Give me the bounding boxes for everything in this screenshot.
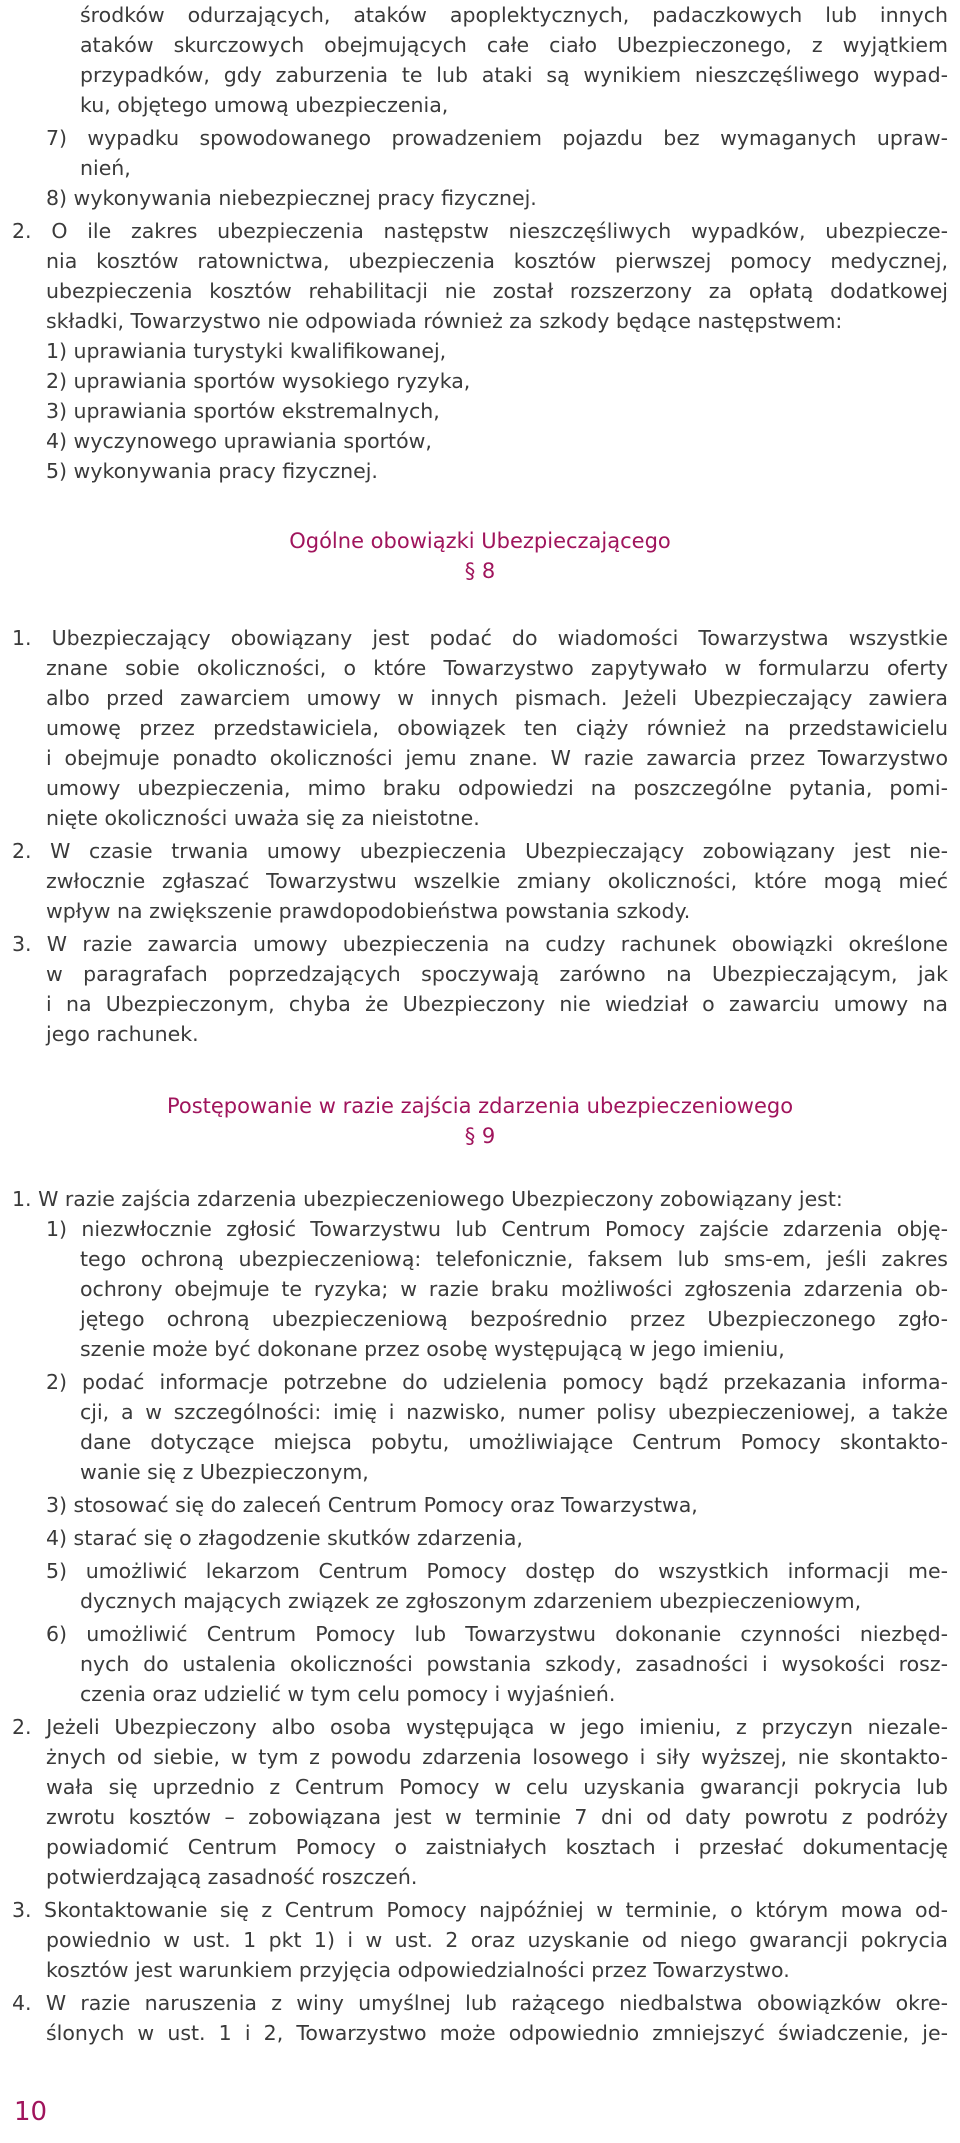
- text-line: wpływ na zwiększenie prawdopodobieństwa powstania szkody.: [46, 899, 691, 923]
- text-line: dane dotyczące miejsca pobytu, umożliwiające Centrum Pomocy skontakto-: [80, 1430, 948, 1454]
- list-item: 2) podać informacje potrzebne do udzielenia pomocy bądź przekazania informa-: [46, 1370, 948, 1394]
- section-number: § 9: [464, 1124, 496, 1148]
- text-line: czenia oraz udzielić w tym celu pomocy i wyjaśnień.: [80, 1682, 616, 1706]
- section-heading: Postępowanie w razie zajścia zdarzenia ubezpieczeniowego: [166, 1094, 794, 1118]
- text-line: albo przed zawarciem umowy w innych pismach. Jeżeli Ubezpieczający zawiera: [46, 686, 948, 710]
- text-line: nych do ustalenia okoliczności powstania szkody, zasadności i wysokości rosz-: [80, 1652, 948, 1676]
- list-item: 6) umożliwić Centrum Pomocy lub Towarzystwu dokonanie czynności niezbęd-: [46, 1622, 948, 1646]
- text-line: ubezpieczenia kosztów rehabilitacji nie został rozszerzony za opłatą dodatkowej: [46, 279, 948, 303]
- text-line: jego rachunek.: [46, 1022, 199, 1046]
- text-line: powiadomić Centrum Pomocy o zaistniałych kosztach i przesłać dokumentację: [46, 1835, 948, 1859]
- text-line: i na Ubezpieczonym, chyba że Ubezpieczony nie wiedział o zawarciu umowy na: [46, 992, 948, 1016]
- text-line: ochrony obejmuje te ryzyka; w razie braku możliwości zgłoszenia zdarzenia ob-: [80, 1277, 948, 1301]
- list-item: 1) uprawiania turystyki kwalifikowanej,: [46, 339, 447, 363]
- text-line: nięte okoliczności uważa się za nieistotne.: [46, 806, 480, 830]
- text-line: dycznych mających związek ze zgłoszonym zdarzeniem ubezpieczeniowym,: [80, 1589, 862, 1613]
- section-number: § 8: [464, 559, 496, 583]
- text-line: 3. W razie zawarcia umowy ubezpieczenia na cudzy rachunek obowiązki określone: [12, 932, 948, 956]
- text-line: znane sobie okoliczności, o które Towarzystwo zapytywało w formularzu oferty: [46, 656, 948, 680]
- text-line: jętego ochroną ubezpieczeniową bezpośrednio przez Ubezpieczonego zgło-: [80, 1307, 948, 1331]
- text-line: kosztów jest warunkiem przyjęcia odpowiedzialności przez Towarzystwo.: [46, 1958, 790, 1982]
- list-item: 3) stosować się do zaleceń Centrum Pomocy oraz Towarzystwa,: [46, 1493, 698, 1517]
- text-line: zwłocznie zgłaszać Towarzystwu wszelkie zmiany okoliczności, które mogą mieć: [46, 869, 948, 893]
- text-line: umowę przez przedstawiciela, obowiązek ten ciąży również na przedstawicielu: [46, 716, 948, 740]
- text-line: tego ochroną ubezpieczeniową: telefonicznie, faksem lub sms-em, jeśli zakres: [80, 1247, 948, 1271]
- text-line: wanie się z Ubezpieczonym,: [80, 1460, 369, 1484]
- text-line: ataków skurczowych obejmujących całe ciało Ubezpieczonego, z wyjątkiem: [80, 33, 948, 57]
- list-item: 8) wykonywania niebezpiecznej pracy fizycznej.: [46, 186, 537, 210]
- list-item: 5) wykonywania pracy fizycznej.: [46, 459, 378, 483]
- text-line: składki, Towarzystwo nie odpowiada również za szkody będące następstwem:: [46, 309, 843, 333]
- text-line: środków odurzających, ataków apoplektycznych, padaczkowych lub innych: [80, 3, 948, 27]
- list-item: 2) uprawiania sportów wysokiego ryzyka,: [46, 369, 471, 393]
- text-line: 2. O ile zakres ubezpieczenia następstw nieszczęśliwych wypadków, ubezpiecze-: [12, 219, 948, 243]
- text-line: 1. Ubezpieczający obowiązany jest podać do wiadomości Towarzystwa wszystkie: [12, 626, 948, 650]
- text-line: 2. W czasie trwania umowy ubezpieczenia Ubezpieczający zobowiązany jest nie-: [12, 839, 948, 863]
- page-number: 10: [14, 2097, 48, 2127]
- text-line: nia kosztów ratownictwa, ubezpieczenia kosztów pierwszej pomocy medycznej,: [46, 249, 948, 273]
- list-item: 5) umożliwić lekarzom Centrum Pomocy dostęp do wszystkich informacji me-: [46, 1559, 948, 1583]
- text-line: przypadków, gdy zaburzenia te lub ataki są wynikiem nieszczęśliwego wypad-: [80, 63, 948, 87]
- list-item: 1) niezwłocznie zgłosić Towarzystwu lub Centrum Pomocy zajście zdarzenia obję-: [46, 1217, 948, 1241]
- text-line: cji, a w szczególności: imię i nazwisko, numer polisy ubezpieczeniowej, a także: [80, 1400, 948, 1424]
- section-heading: Ogólne obowiązki Ubezpieczającego: [289, 529, 671, 553]
- text-line: 3. Skontaktowanie się z Centrum Pomocy najpóźniej w terminie, o którym mowa od-: [12, 1898, 948, 1922]
- text-line: szenie może być dokonane przez osobę występującą w jego imieniu,: [80, 1337, 785, 1361]
- text-line: umowy ubezpieczenia, mimo braku odpowiedzi na poszczególne pytania, pomi-: [46, 776, 948, 800]
- text-line: zwrotu kosztów – zobowiązana jest w terminie 7 dni od daty powrotu z podróży: [46, 1805, 948, 1829]
- text-line: żnych od siebie, w tym z powodu zdarzenia losowego i siły wyższej, nie skontakto-: [46, 1745, 948, 1769]
- text-line: 2. Jeżeli Ubezpieczony albo osoba występująca w jego imieniu, z przyczyn niezale-: [12, 1715, 948, 1739]
- text-line: powiednio w ust. 1 pkt 1) i w ust. 2 oraz uzyskanie od niego gwarancji pokrycia: [46, 1928, 948, 1952]
- list-item: 4) starać się o złagodzenie skutków zdarzenia,: [46, 1526, 523, 1550]
- text-line: i obejmuje ponadto okoliczności jemu znane. W razie zawarcia przez Towarzystwo: [46, 746, 948, 770]
- text-line: ku, objętego umową ubezpieczenia,: [80, 93, 449, 117]
- text-line: w paragrafach poprzedzających spoczywają zarówno na Ubezpieczającym, jak: [46, 962, 948, 986]
- list-item: 3) uprawiania sportów ekstremalnych,: [46, 399, 440, 423]
- list-item: 4) wyczynowego uprawiania sportów,: [46, 429, 432, 453]
- text-line: 1. W razie zajścia zdarzenia ubezpieczeniowego Ubezpieczony zobowiązany jest:: [12, 1187, 843, 1211]
- text-line: wała się uprzednio z Centrum Pomocy w celu uzyskania gwarancji pokrycia lub: [46, 1775, 948, 1799]
- text-line: ślonych w ust. 1 i 2, Towarzystwo może odpowiednio zmniejszyć świadczenie, je-: [46, 2021, 948, 2045]
- text-line: nień,: [80, 156, 131, 180]
- list-item: 7) wypadku spowodowanego prowadzeniem pojazdu bez wymaganych upraw-: [46, 126, 948, 150]
- text-line: potwierdzającą zasadność roszczeń.: [46, 1865, 418, 1889]
- text-line: 4. W razie naruszenia z winy umyślnej lub rażącego niedbalstwa obowiązków okre-: [12, 1991, 948, 2015]
